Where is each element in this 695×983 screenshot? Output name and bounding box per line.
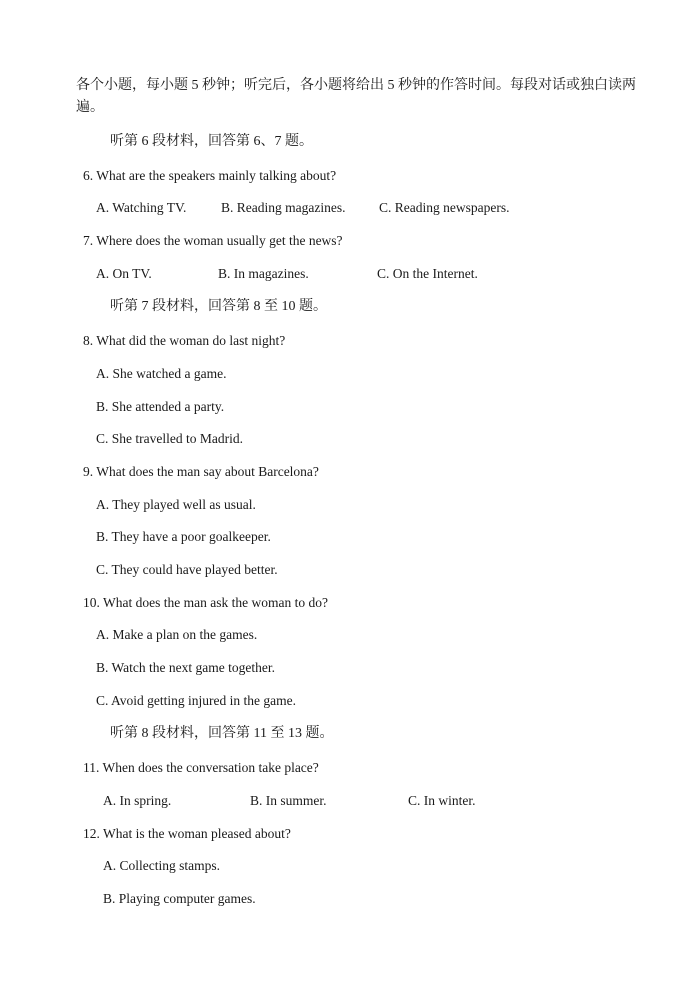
- section-heading-8: 听第 8 段材料，回答第 11 至 13 题。: [110, 726, 334, 741]
- intro-paragraph: 各个小题，每小题 5 秒钟；听完后，各小题将给出 5 秒钟的作答时间。每段对话或独白读两遍。: [76, 78, 636, 115]
- question-6-option-b: B. Reading magazines.: [221, 200, 346, 215]
- question-8-stem: 8. What did the woman do last night?: [83, 333, 286, 348]
- question-7-option-c: C. On the Internet.: [377, 266, 478, 281]
- question-6-option-a: A. Watching TV.: [96, 200, 187, 215]
- question-7-option-a: A. On TV.: [96, 266, 152, 281]
- question-6-option-c: C. Reading newspapers.: [379, 200, 510, 215]
- section-heading-6: 听第 6 段材料，回答第 6、7 题。: [110, 134, 313, 149]
- question-9-stem: 9. What does the man say about Barcelona?: [83, 464, 319, 479]
- question-12-option-a: A. Collecting stamps.: [103, 858, 220, 873]
- question-10-option-a: A. Make a plan on the games.: [96, 627, 258, 642]
- question-11-option-c: C. In winter.: [408, 793, 476, 808]
- question-8-option-b: B. She attended a party.: [96, 399, 225, 414]
- question-12-option-b: B. Playing computer games.: [103, 891, 256, 906]
- question-12-stem: 12. What is the woman pleased about?: [83, 826, 291, 841]
- question-7-option-b: B. In magazines.: [218, 266, 309, 281]
- question-9-option-b: B. They have a poor goalkeeper.: [96, 529, 271, 544]
- question-9-option-c: C. They could have played better.: [96, 562, 278, 577]
- question-6-stem: 6. What are the speakers mainly talking about?: [83, 168, 337, 183]
- question-11-option-b: B. In summer.: [250, 793, 327, 808]
- question-10-option-b: B. Watch the next game together.: [96, 660, 275, 675]
- question-11-option-a: A. In spring.: [103, 793, 172, 808]
- question-10-stem: 10. What does the man ask the woman to do?: [83, 595, 328, 610]
- question-11-stem: 11. When does the conversation take place?: [83, 760, 319, 775]
- question-8-option-a: A. She watched a game.: [96, 366, 227, 381]
- question-10-option-c: C. Avoid getting injured in the game.: [96, 693, 296, 708]
- section-heading-7: 听第 7 段材料，回答第 8 至 10 题。: [110, 299, 327, 314]
- question-7-stem: 7. Where does the woman usually get the news?: [83, 233, 343, 248]
- question-9-option-a: A. They played well as usual.: [96, 497, 256, 512]
- question-8-option-c: C. She travelled to Madrid.: [96, 431, 243, 446]
